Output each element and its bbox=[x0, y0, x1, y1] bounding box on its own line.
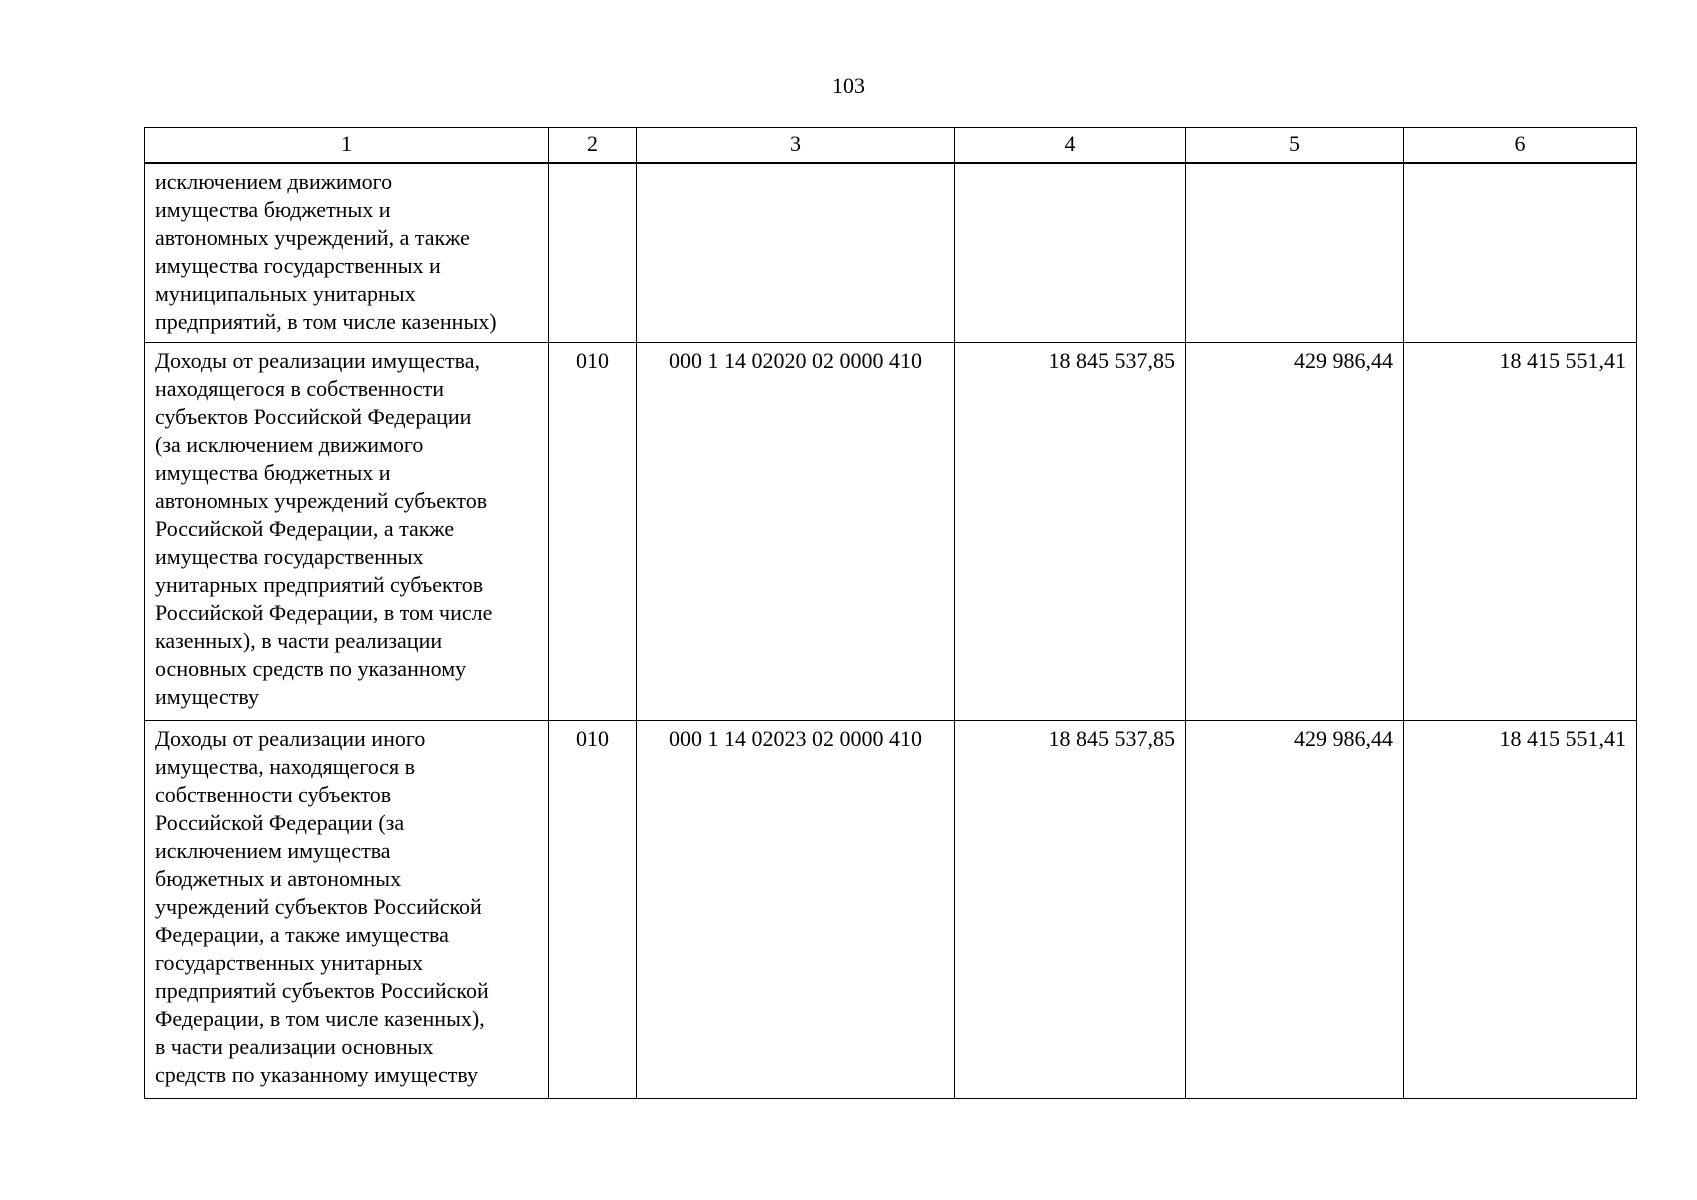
table-row bbox=[145, 343, 1637, 721]
row-unexecuted-cell: 18 415 551,41 bbox=[1404, 721, 1637, 1099]
row-approved-cell: 18 845 537,85 bbox=[955, 343, 1186, 721]
row-unexecuted-cell: 18 415 551,41 bbox=[1404, 343, 1637, 721]
row-name-text: Доходы от реализации имущества, находящегося в собственности субъектов Российской Федерации (за исключением движимого имущества бюджетных и автономных учреждений субъектов Российской Федерации, а также имущества государственных унитарных предприятий субъектов Российской Федерации, в том числе казенных), в части реализации основных средств по указанному имуществу bbox=[155, 348, 493, 709]
row-name-cell bbox=[145, 343, 549, 721]
row-approved-cell bbox=[955, 163, 1186, 343]
row-name-cell bbox=[145, 721, 549, 1099]
row-line-code-cell bbox=[549, 163, 637, 343]
table-row bbox=[145, 721, 1637, 1099]
row-classification-code-cell bbox=[637, 163, 955, 343]
row-executed-cell: 429 986,44 bbox=[1186, 721, 1404, 1099]
row-line-code-cell: 010 bbox=[549, 721, 637, 1099]
row-classification-code-cell: 000 1 14 02020 02 0000 410 bbox=[637, 343, 955, 721]
header-col-2: 2 bbox=[549, 128, 637, 164]
header-col-3: 3 bbox=[637, 128, 955, 164]
row-executed-cell: 429 986,44 bbox=[1186, 343, 1404, 721]
header-col-1: 1 bbox=[145, 128, 549, 164]
table-header-row bbox=[145, 128, 1637, 164]
revenue-table bbox=[144, 127, 1637, 1099]
header-col-4: 4 bbox=[955, 128, 1186, 164]
table-row bbox=[145, 163, 1637, 343]
page-number: 103 bbox=[832, 73, 865, 98]
header-col-5: 5 bbox=[1186, 128, 1404, 164]
row-classification-code-cell: 000 1 14 02023 02 0000 410 bbox=[637, 721, 955, 1099]
row-name-text: исключением движимого имущества бюджетных и автономных учреждений, а также имущества государственных и муниципальных унитарных предприятий, в том числе казенных) bbox=[155, 169, 497, 334]
row-name-text: Доходы от реализации иного имущества, находящегося в собственности субъектов Российской Федерации (за исключением имущества бюджетных и автономных учреждений субъектов Российской Федерации, а также имущества государственных унитарных предприятий субъектов Российской Федерации, в том числе казенных), в части реализации основных средств по указанному имуществу bbox=[155, 726, 489, 1087]
row-line-code-cell: 010 bbox=[549, 343, 637, 721]
header-col-6: 6 bbox=[1404, 128, 1637, 164]
row-unexecuted-cell bbox=[1404, 163, 1637, 343]
row-approved-cell: 18 845 537,85 bbox=[955, 721, 1186, 1099]
row-executed-cell bbox=[1186, 163, 1404, 343]
row-name-cell bbox=[145, 163, 549, 343]
